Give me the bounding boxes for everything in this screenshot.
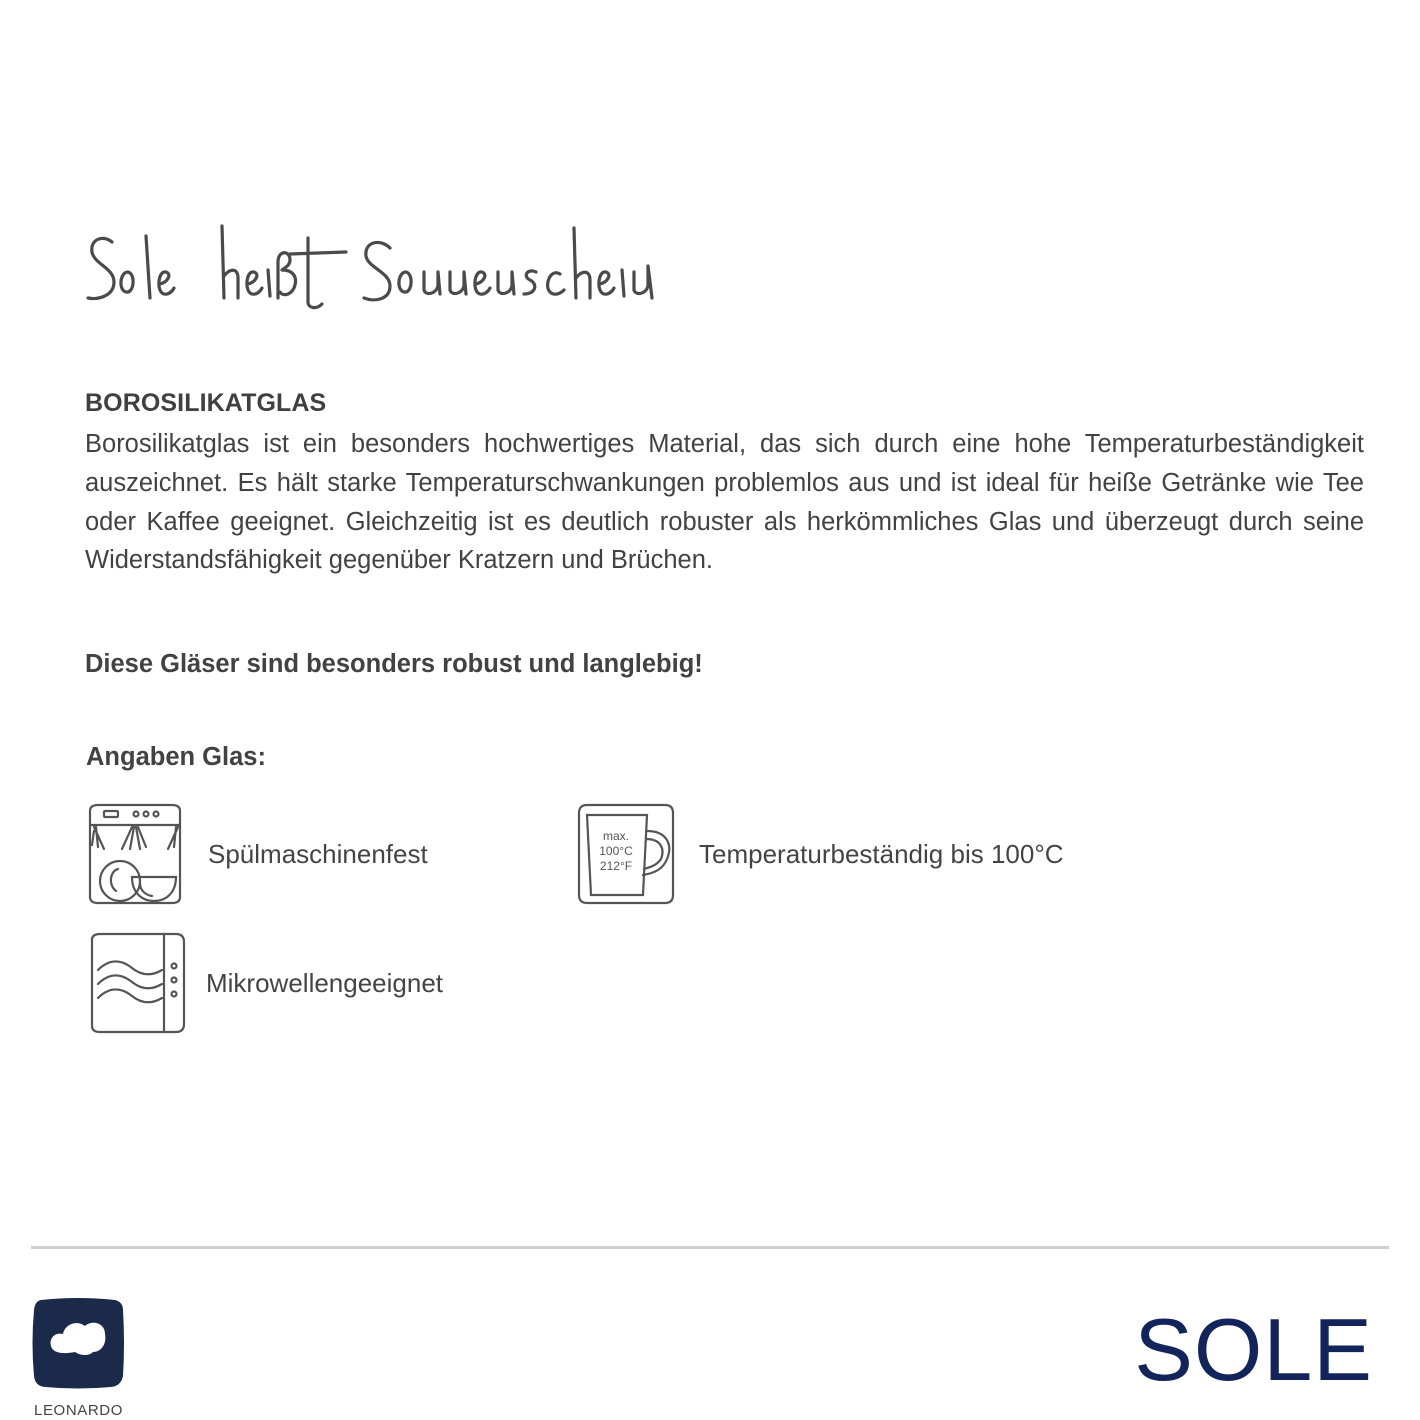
specs-heading: Angaben Glas:	[86, 743, 266, 771]
script-title	[84, 214, 704, 314]
feature-label: Mikrowellengeeignet	[206, 967, 444, 998]
material-heading: BOROSILIKATGLAS	[85, 389, 327, 417]
feature-microwave-safe	[82, 930, 443, 1036]
feature-label: Spülmaschinenfest	[208, 838, 428, 869]
svg-text:max.: max.	[602, 829, 630, 843]
footer-divider	[31, 1246, 1389, 1249]
dishwasher-icon	[82, 801, 188, 907]
material-description: Borosilikatglas ist ein besonders hochwertiges Material, das sich durch eine hohe Temperaturbeständigkeit auszeichnet. Es hält starke Temperaturschwankungen problemlos aus und ist ideal für heiße Getränke wie Tee oder Kaffee geeignet. Gleichzeitig ist es deutlich robuster als herkömmliches Glas und überzeugt durch seine Widerstandsfähigkeit gegenüber Kratzern und Brüchen.	[85, 430, 1364, 575]
sole-wordmark: SOLE	[1134, 1300, 1373, 1399]
brand-name: LEONARDO	[34, 1402, 123, 1419]
durability-statement: Diese Gläser sind besonders robust und langlebig!	[85, 650, 703, 678]
mug-temperature-icon	[573, 801, 679, 907]
cloud-icon	[31, 1296, 125, 1390]
svg-text:100°C: 100°C	[599, 844, 633, 858]
svg-text:212°F: 212°F	[599, 859, 633, 873]
handwritten-title-graphic	[84, 214, 704, 314]
leonardo-logo	[31, 1296, 125, 1390]
feature-dishwasher-safe	[82, 801, 428, 907]
feature-temperature-resistant	[573, 801, 1064, 907]
microwave-icon	[82, 930, 188, 1036]
feature-label: Temperaturbeständig bis 100°C	[699, 838, 1064, 869]
